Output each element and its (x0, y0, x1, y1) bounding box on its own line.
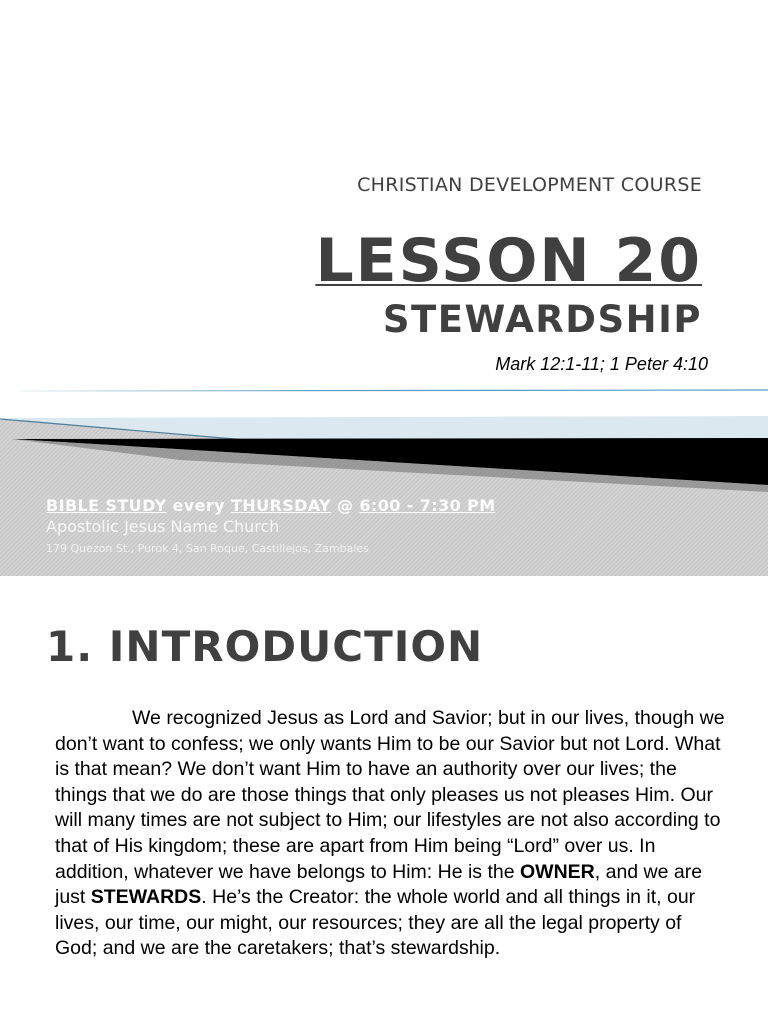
stewards-emphasis: STEWARDS (90, 886, 202, 909)
accent-line (20, 390, 768, 391)
introduction-heading: 1. INTRODUCTION (46, 622, 484, 671)
church-name: Apostolic Jesus Name Church (46, 517, 280, 536)
bible-study-time: 6:00 - 7:30 PM (359, 496, 496, 515)
paragraph-part-1: We recognized Jesus as Lord and Savior; but in our lives, though we don’t want to confess; we only wants Him to be our Savior but not Lord. What is that mean? We don’t want Him to have an authority over our lives; the things that we do are those things that only pleases us not pleases Him. Our will many times are not subject to Him; our lifestyles are not also according to that of His kingdom; these are apart from Him being “Lord” over us. In addition, whatever we have belongs to Him: He is the (55, 707, 725, 883)
lesson-title: LESSON 20 (315, 226, 702, 296)
introduction-paragraph (55, 706, 725, 962)
bible-study-info (46, 496, 496, 555)
paragraph-part-3: . He’s the Creator: the whole world and all things in it, our lives, our time, our might, our resources; they are all the legal property of God; and we are the caretakers; that’s stewardship. (55, 886, 696, 960)
bible-study-at: @ (331, 496, 360, 515)
bible-study-label: BIBLE STUDY (46, 496, 167, 515)
paragraph-part-2: , and we are just (55, 860, 703, 909)
course-title: CHRISTIAN DEVELOPMENT COURSE (357, 174, 702, 196)
bible-study-day: THURSDAY (230, 496, 332, 515)
church-address: 179 Quezon St., Purok 4, San Roque, Castillejos, Zambales (46, 542, 369, 555)
introduction-slide (0, 576, 768, 1024)
scripture-reference: Mark 12:1-11; 1 Peter 4:10 (495, 354, 708, 374)
owner-emphasis: OWNER (520, 860, 595, 883)
bible-study-every: every (166, 496, 231, 515)
lesson-subtitle: STEWARDSHIP (382, 298, 702, 341)
bible-study-schedule (46, 496, 496, 515)
